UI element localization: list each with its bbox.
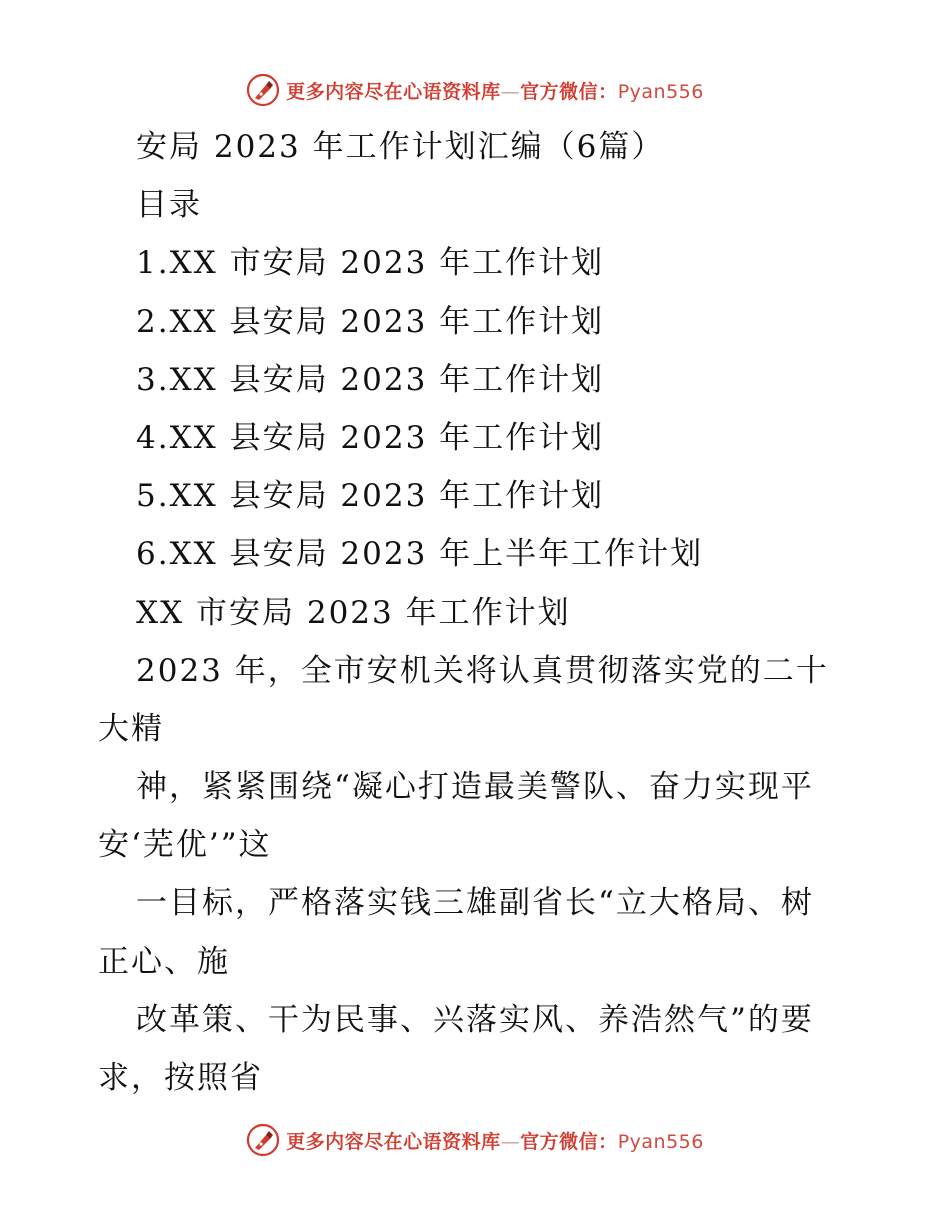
toc-heading: 目录 bbox=[136, 187, 202, 224]
paragraph-line: 一目标，严格落实钱三雄副省长“立大格局、树 bbox=[136, 885, 814, 922]
paragraph-line: 大精 bbox=[98, 710, 164, 747]
document-body bbox=[98, 118, 858, 1107]
section-heading: XX 市安局 2023 年工作计划 bbox=[136, 594, 571, 631]
paragraph-line: 2023 年，全市安机关将认真贯彻落实党的二十 bbox=[136, 652, 829, 689]
toc-item: 1.XX 市安局 2023 年工作计划 bbox=[136, 245, 605, 282]
paragraph-line: 求，按照省 bbox=[98, 1060, 263, 1096]
paragraph-line: 神，紧紧围绕“凝心打造最美警队、奋力实现平 bbox=[136, 769, 814, 806]
toc-item: 5.XX 县安局 2023 年工作计划 bbox=[136, 478, 605, 515]
paragraph-line: 改革策、干为民事、兴落实风、养浩然气”的要 bbox=[136, 1001, 814, 1038]
pen-nib-logo-icon bbox=[246, 1123, 280, 1157]
toc-item: 2.XX 县安局 2023 年工作计划 bbox=[136, 303, 605, 340]
toc-item: 4.XX 县安局 2023 年工作计划 bbox=[136, 419, 605, 456]
banner-text: 更多内容尽在心语资料库—官方微信：Pyan556 bbox=[286, 80, 704, 103]
toc-item: 6.XX 县安局 2023 年上半年工作计划 bbox=[136, 536, 704, 573]
banner-text: 更多内容尽在心语资料库—官方微信：Pyan556 bbox=[286, 1130, 704, 1153]
footer-banner bbox=[0, 1120, 950, 1160]
paragraph-line: 安‘芜优’”这 bbox=[98, 827, 272, 864]
document-title: 安局 2023 年工作计划汇编（6篇） bbox=[136, 129, 665, 165]
toc-item: 3.XX 县安局 2023 年工作计划 bbox=[136, 361, 605, 398]
header-banner bbox=[0, 70, 950, 110]
paragraph-line: 正心、施 bbox=[98, 943, 230, 980]
pen-nib-logo-icon bbox=[246, 73, 280, 107]
